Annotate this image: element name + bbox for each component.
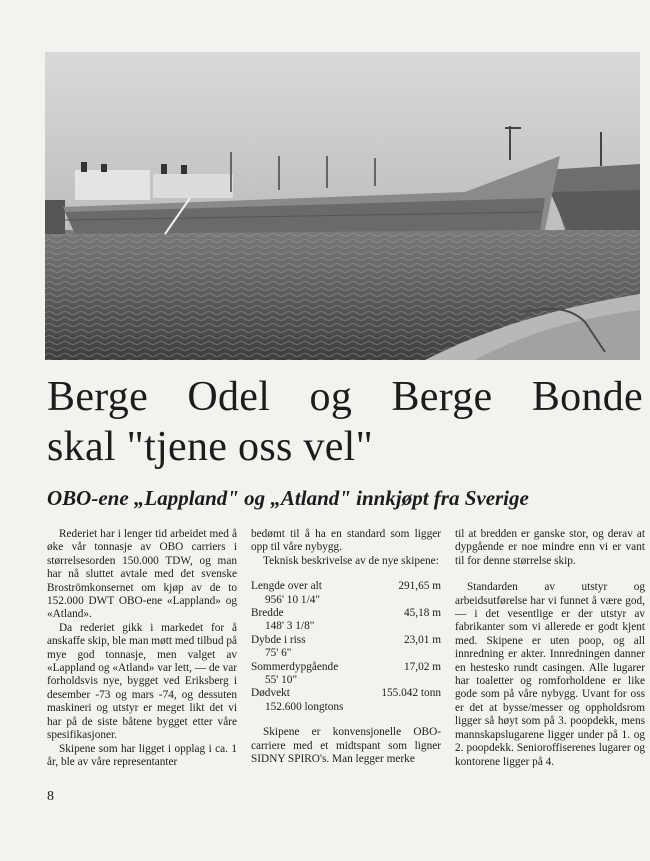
spec-item	[251, 687, 441, 714]
spec-value: 155.042 tonn	[381, 687, 441, 700]
spec-item	[251, 580, 441, 607]
spec-value: 23,01 m	[403, 633, 441, 646]
spec-sub: 152.600 longtons	[265, 700, 344, 713]
ship-photo	[45, 52, 640, 360]
article-subtitle: OBO-ene „Lappland" og „Atland" innkjøpt fra Sverige	[47, 486, 529, 510]
spec-label: Lengde over alt	[251, 580, 322, 593]
headline-line-2: skal "tjene oss vel"	[47, 424, 374, 470]
headline-line-1: Berge Odel og Berge Bonde	[47, 374, 643, 420]
spec-value: 45,18 m	[403, 607, 441, 620]
tanker-ships-image	[45, 52, 640, 360]
spec-label: Dødvekt	[251, 687, 290, 700]
text-column-1	[47, 528, 237, 769]
paragraph: Teknisk beskrivelse av de nye skipene:	[263, 554, 439, 567]
page-number: 8	[47, 789, 54, 804]
paragraph: Skipene er konvensjonelle OBO-carriere med et midtspant som ligner SIDNY SPIRO's. Man legger merke	[251, 726, 441, 766]
spec-sub: 956' 10 1/4"	[265, 593, 320, 606]
text-column-2	[251, 528, 441, 767]
spec-list	[251, 580, 441, 714]
spec-label: Dybde i riss	[251, 633, 306, 646]
paragraph: til at bredden er ganske stor, og derav at dypgående er noe mindre enn vi er vant til for denne størrelse skip.	[455, 528, 645, 567]
spec-sub: 75' 6"	[265, 647, 292, 660]
paragraph: Skipene som har ligget i opplag i ca. 1 år, ble av våre representanter	[47, 742, 237, 768]
spec-label: Sommerdypgående	[251, 660, 339, 673]
spec-label: Bredde	[251, 607, 284, 620]
paragraph: Rederiet har i lenger tid arbeidet med å øke vår tonnasje av OBO carriers i størrelsesorden 150.000 TDW, og man har nå sluttet avtale med det svenske Broströmkonsernet om kjøp av de to 152.000 DWT OBO-ene «Lappland» og «Atland».	[47, 528, 237, 621]
spec-value: 291,65 m	[398, 580, 441, 593]
paragraph: Da rederiet gikk i markedet for å anskaffe skip, ble man møtt med tilbud på mye god tonnasje, men valget av «Lappland og «Atland» var lett, — de var forholdsvis nye, bygget ved Eriksberg i desember -73 og mars -74, og dessuten maskineri og utstyr er meget likt det vi har på de siste båtene bygget etter våre spesifikasjoner.	[47, 621, 237, 742]
spec-item	[251, 661, 441, 688]
paragraph: Standarden av utstyr og arbeidsutførelse har vi funnet å være god, — i det vesentlige er der utstyr av fabrikanter som vi allerede er godt kjent med. Skipene er uten poop, og all innredning er akter. Innredningen danner en hestesko rundt casingen. Alle lugarer har toaletter og romforholdene er like gode som på våre nybygg. Uvant for oss er det at bysse/messer og oppholdsrom ligger så høyt som på 3. poopdekk, mens mannskapslugarene ligger under på 1. og 2. poopdekk. Senioroffiserenes lugarer og kontorene ligger på 4.	[455, 581, 645, 768]
text-column-3	[455, 528, 645, 769]
spec-item	[251, 634, 441, 661]
article-headline	[47, 372, 643, 472]
spec-sub: 148' 3 1/8"	[265, 620, 315, 633]
paragraph: bedømt til å ha en standard som ligger opp til våre nybygg.	[251, 528, 441, 554]
spec-item	[251, 607, 441, 634]
spec-value: 17,02 m	[403, 660, 441, 673]
spec-sub: 55' 10"	[265, 674, 298, 687]
